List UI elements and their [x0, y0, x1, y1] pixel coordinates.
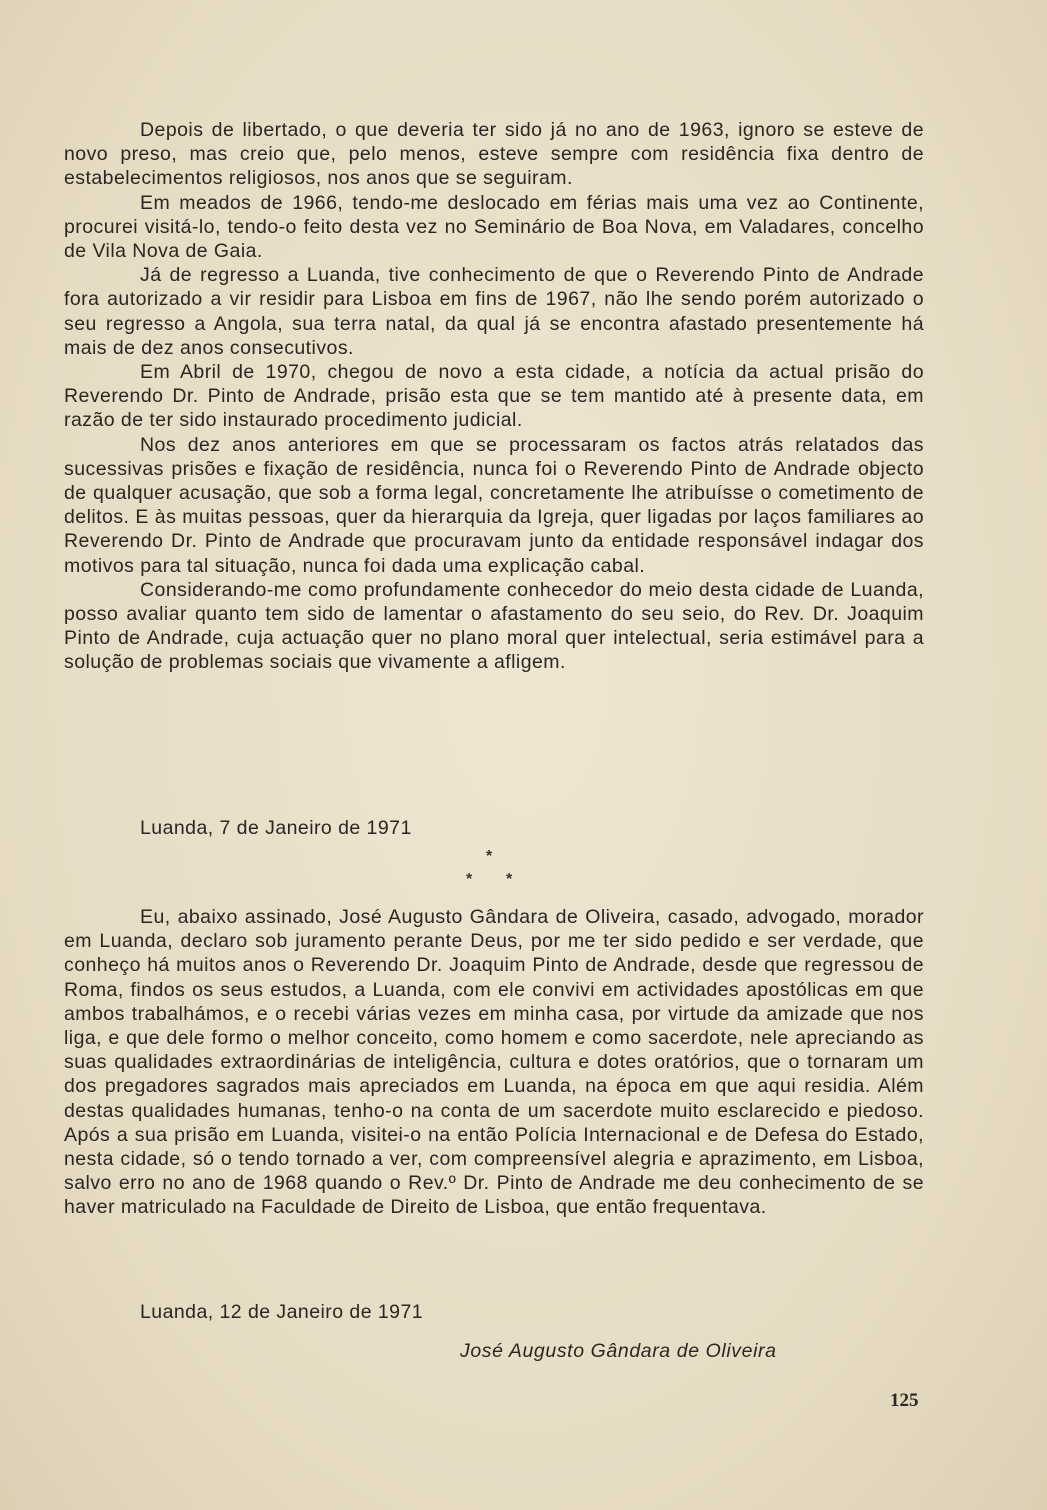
paragraph: Em Abril de 1970, chegou de novo a esta cidade, a notícia da actual prisão do Reverendo Dr. Pinto de Andrade, prisão esta que se tem mantido até à presente data, em razão de ter sido instaurado procedimento judicial. — [64, 361, 924, 432]
page-number: 125 — [890, 1390, 919, 1411]
first-testimony — [64, 118, 924, 675]
paragraph: Considerando-me como profundamente conhecedor do meio desta cidade de Luanda, posso avaliar quanto tem sido de lamentar o afastamento do seu seio, do Rev. Dr. Joaquim Pinto de Andrade, cuja actuação quer no plano moral quer intelectual, seria estimável para a solução de problemas sociais que vivamente a afligem. — [64, 578, 924, 674]
asterism-star: * — [486, 848, 493, 865]
signature: José Augusto Gândara de Oliveira — [460, 1340, 777, 1362]
second-testimony — [64, 905, 924, 1220]
paragraph: Em meados de 1966, tendo-me deslocado em férias mais uma vez ao Continente, procurei visitá-lo, tendo-o feito desta vez no Seminário de Boa Nova, em Valadares, concelho de Vila Nova de Gaia. — [64, 191, 924, 263]
asterism-star: * — [506, 871, 513, 888]
paragraph: Depois de libertado, o que deveria ter sido já no ano de 1963, ignoro se esteve de novo preso, mas creio que, pelo menos, esteve sempre com residência fixa dentro de estabelecimentos religiosos, nos anos que se seguiram. — [64, 119, 924, 190]
paragraph: Eu, abaixo assinado, José Augusto Gândara de Oliveira, casado, advogado, morador em Luanda, declaro sob juramento perante Deus, por me ter sido pedido e ser verdade, que conheço há muitos anos o Reverendo Dr. Joaquim Pinto de Andrade, desde que regressou de Roma, findos os seus estudos, a Luanda, com ele convivi em actividades apostólicas em que ambos trabalhámos, e o recebi várias vezes em minha casa, por virtude da amizade que nos liga, e que dele formo o melhor conceito, como homem e como sacerdote, nele apreciando as suas qualidades extraordinárias de inteligência, cultura e dotes oratórios, que o tornaram um dos pregadores sagrados mais apreciados em Luanda, na época em que aqui residia. Além destas qualidades humanas, tenho-o na conta de um sacerdote muito esclarecido e piedoso. Após a sua prisão em Luanda, visitei-o na então Polícia Internacional e de Defesa do Estado, nesta cidade, só o tendo tornado a ver, com compreensível alegria e aprazimento, em Lisboa, salvo erro no ano de 1968 quando o Rev.º Dr. Pinto de Andrade me deu conhecimento de se haver matriculado na Faculdade de Direito de Lisboa, que então frequentava. — [64, 906, 924, 1219]
second-testimony-date: Luanda, 12 de Janeiro de 1971 — [140, 1301, 424, 1323]
paragraph: Já de regresso a Luanda, tive conhecimento de que o Reverendo Pinto de Andrade fora autorizado a vir residir para Lisboa em fins de 1967, não lhe sendo porém autorizado o seu regresso a Angola, sua terra natal, da qual já se encontra afastado presentemente há mais de dez anos consecutivos. — [64, 264, 924, 359]
paragraph: Nos dez anos anteriores em que se processaram os factos atrás relatados das sucessivas prisões e fixação de residência, nunca foi o Reverendo Pinto de Andrade objecto de qualquer acusação, que sob a forma legal, concretamente lhe atribuísse o cometimento de delitos. E às muitas pessoas, quer da hierarquia da Igreja, quer ligadas por laços familiares ao Reverendo Dr. Pinto de Andrade que procuravam junto da entidade responsável indagar dos motivos para tal situação, nunca foi dada uma explicação cabal. — [64, 433, 924, 577]
asterism-star: * — [466, 871, 473, 888]
first-testimony-date: Luanda, 7 de Janeiro de 1971 — [140, 817, 412, 839]
